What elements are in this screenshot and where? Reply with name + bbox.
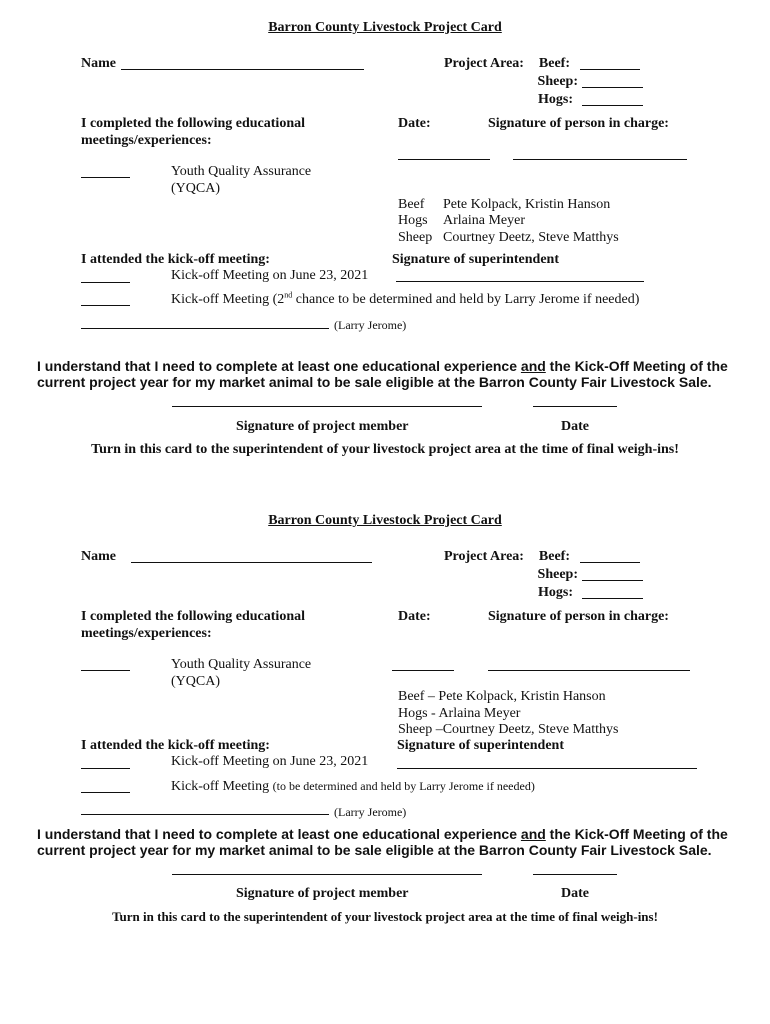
contact-species-beef: Beef bbox=[398, 197, 425, 212]
larry-jerome-signature-field[interactable] bbox=[81, 328, 329, 329]
member-date-field[interactable] bbox=[533, 406, 617, 407]
contact-beef: Beef – Pete Kolpack, Kristin Hanson bbox=[398, 689, 606, 704]
member-signature-field[interactable] bbox=[172, 874, 482, 875]
kickoff2-check-field[interactable] bbox=[81, 792, 130, 793]
yqca-date-field[interactable] bbox=[392, 670, 454, 671]
sheep-field[interactable] bbox=[582, 87, 643, 88]
contact-species-sheep: Sheep bbox=[398, 230, 433, 245]
contact-species-hogs: Hogs bbox=[398, 213, 428, 228]
kickoff-label: I attended the kick-off meeting: bbox=[81, 252, 270, 267]
signature-member-label: Signature of project member bbox=[236, 886, 409, 901]
kickoff-check-field[interactable] bbox=[81, 768, 130, 769]
beef-label: Beef: bbox=[538, 56, 570, 71]
card-title: Barron County Livestock Project Card bbox=[268, 513, 502, 528]
kickoff2-text: Kick-off Meeting (to be determined and held by Larry Jerome if needed) bbox=[171, 779, 535, 794]
yqca-signature-field[interactable] bbox=[513, 159, 687, 160]
larry-jerome-label: (Larry Jerome) bbox=[334, 318, 407, 332]
completed-label-line2: meetings/experiences: bbox=[81, 626, 212, 641]
beef-field[interactable] bbox=[580, 562, 640, 563]
yqca-signature-field[interactable] bbox=[488, 670, 690, 671]
name-field[interactable] bbox=[121, 69, 364, 70]
contact-names-sheep: Courtney Deetz, Steve Matthys bbox=[443, 230, 619, 245]
statement-line2: current project year for my market animal to be sale eligible at the Barron County Fair Livestock Sale. bbox=[37, 374, 712, 390]
project-area-label: Project Area: bbox=[444, 56, 524, 71]
statement-line2: current project year for my market animal to be sale eligible at the Barron County Fair Livestock Sale. bbox=[37, 842, 712, 858]
superintendent-signature-field[interactable] bbox=[397, 768, 697, 769]
contact-hogs: Hogs - Arlaina Meyer bbox=[398, 706, 521, 721]
larry-jerome-signature-field[interactable] bbox=[81, 814, 329, 815]
yqca-date-field[interactable] bbox=[398, 159, 490, 160]
member-date-label: Date bbox=[561, 886, 589, 901]
member-signature-field[interactable] bbox=[172, 406, 482, 407]
contact-names-hogs: Arlaina Meyer bbox=[443, 213, 526, 228]
superintendent-signature-field[interactable] bbox=[396, 281, 644, 282]
completed-label-line1: I completed the following educational bbox=[81, 609, 305, 624]
yqca-line1: Youth Quality Assurance bbox=[171, 657, 312, 672]
hogs-label: Hogs: bbox=[538, 92, 573, 107]
card-title: Barron County Livestock Project Card bbox=[268, 20, 502, 35]
completed-label-line2: meetings/experiences: bbox=[81, 133, 212, 148]
kickoff2-check-field[interactable] bbox=[81, 305, 130, 306]
yqca-line1: Youth Quality Assurance bbox=[171, 164, 312, 179]
sheep-field[interactable] bbox=[582, 580, 643, 581]
kickoff-label: I attended the kick-off meeting: bbox=[81, 738, 270, 753]
kickoff-meeting: Kick-off Meeting on June 23, 2021 bbox=[171, 268, 369, 283]
hogs-label: Hogs: bbox=[538, 585, 573, 600]
statement-line1: I understand that I need to complete at least one educational experience and the Kick-Off Meeting of the bbox=[37, 826, 728, 842]
turn-in-note: Turn in this card to the superintendent of your livestock project area at the time of final weigh-ins! bbox=[112, 909, 658, 924]
larry-jerome-label: (Larry Jerome) bbox=[334, 805, 407, 819]
statement-line1: I understand that I need to complete at least one educational experience and the Kick-Off Meeting of the bbox=[37, 358, 728, 374]
name-field[interactable] bbox=[131, 562, 372, 563]
sheep-label: Sheep: bbox=[537, 567, 578, 582]
kickoff2-text: Kick-off Meeting (2nd chance to be determined and held by Larry Jerome if needed) bbox=[171, 290, 640, 307]
superintendent-label: Signature of superintendent bbox=[397, 738, 564, 753]
date-label: Date: bbox=[398, 609, 431, 624]
sheep-label: Sheep: bbox=[537, 74, 578, 89]
name-label: Name bbox=[81, 56, 116, 71]
member-date-label: Date bbox=[561, 419, 589, 434]
superintendent-label: Signature of superintendent bbox=[392, 252, 559, 267]
beef-label: Beef: bbox=[538, 549, 570, 564]
project-area-label: Project Area: bbox=[444, 549, 524, 564]
hogs-field[interactable] bbox=[582, 598, 643, 599]
contact-sheep: Sheep –Courtney Deetz, Steve Matthys bbox=[398, 722, 619, 737]
turn-in-note: Turn in this card to the superintendent of your livestock project area at the time of final weigh-ins! bbox=[91, 442, 679, 457]
hogs-field[interactable] bbox=[582, 105, 643, 106]
date-label: Date: bbox=[398, 116, 431, 131]
yqca-check-field[interactable] bbox=[81, 670, 130, 671]
kickoff-check-field[interactable] bbox=[81, 282, 130, 283]
signature-person-label: Signature of person in charge: bbox=[488, 116, 669, 131]
yqca-line2: (YQCA) bbox=[171, 181, 220, 196]
signature-member-label: Signature of project member bbox=[236, 419, 409, 434]
yqca-line2: (YQCA) bbox=[171, 674, 220, 689]
contact-names-beef: Pete Kolpack, Kristin Hanson bbox=[443, 197, 611, 212]
signature-person-label: Signature of person in charge: bbox=[488, 609, 669, 624]
beef-field[interactable] bbox=[580, 69, 640, 70]
yqca-check-field[interactable] bbox=[81, 177, 130, 178]
member-date-field[interactable] bbox=[533, 874, 617, 875]
name-label: Name bbox=[81, 549, 116, 564]
kickoff-meeting: Kick-off Meeting on June 23, 2021 bbox=[171, 754, 369, 769]
completed-label-line1: I completed the following educational bbox=[81, 116, 305, 131]
